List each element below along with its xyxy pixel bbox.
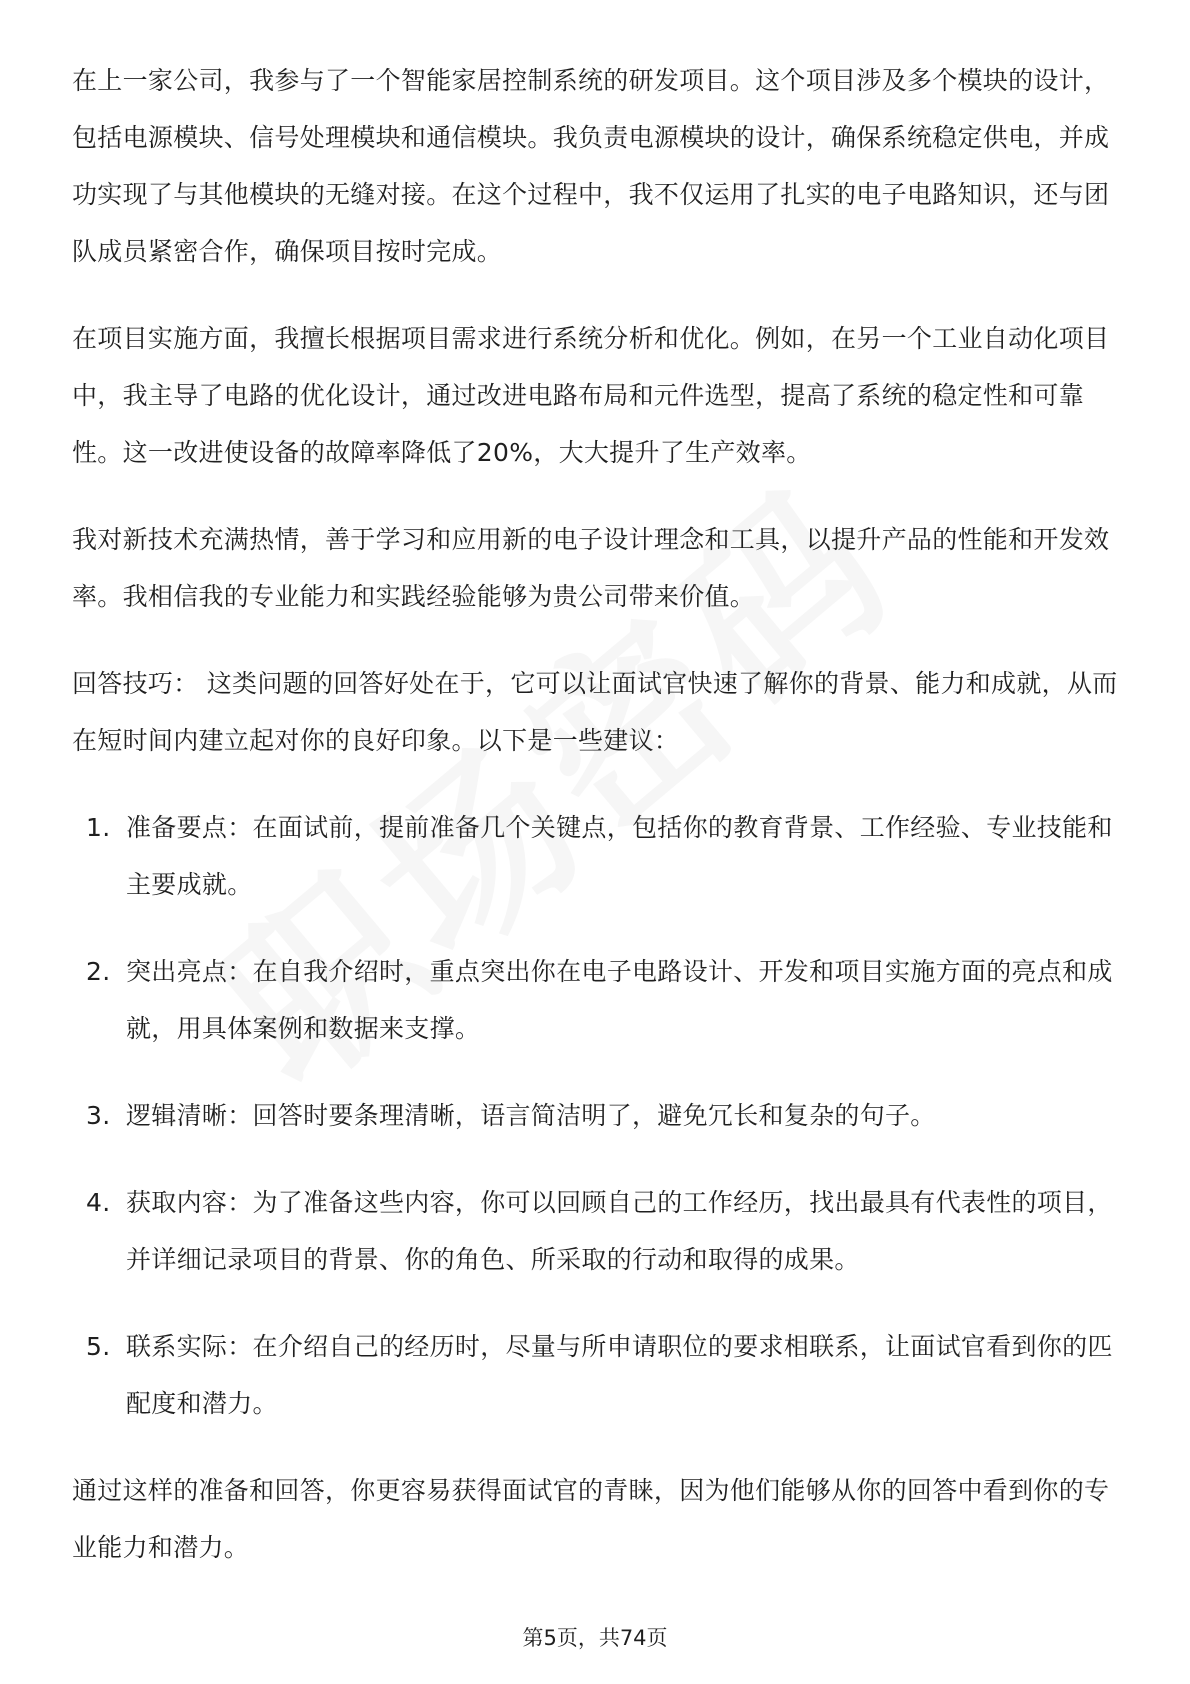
tips-list [72, 799, 1132, 1432]
list-item-number: 3. [86, 1101, 111, 1130]
paragraph-new-technology: 我对新技术充满热情，善于学习和应用新的电子设计理念和工具，以提升产品的性能和开发效率。我相信我的专业能力和实践经验能够为贵公司带来价值。 [72, 525, 1110, 611]
list-item [72, 1318, 1132, 1432]
list-item [72, 1174, 1132, 1288]
list-item [72, 1087, 1132, 1144]
list-item-text: 准备要点：在面试前，提前准备几个关键点，包括你的教育背景、工作经验、专业技能和主要成就。 [126, 813, 1113, 899]
list-item [72, 799, 1132, 913]
list-item-text: 获取内容：为了准备这些内容，你可以回顾自己的工作经历，找出最具有代表性的项目，并详细记录项目的背景、你的角色、所采取的行动和取得的成果。 [126, 1188, 1113, 1274]
paragraph-conclusion: 通过这样的准备和回答，你更容易获得面试官的青睐，因为他们能够从你的回答中看到你的专业能力和潜力。 [72, 1476, 1110, 1562]
page-number-footer: 第5页，共74页 [522, 1626, 668, 1650]
document-body [72, 52, 1132, 1606]
list-item-number: 4. [86, 1188, 111, 1217]
list-item-number: 2. [86, 957, 111, 986]
list-item-text: 突出亮点：在自我介绍时，重点突出你在电子电路设计、开发和项目实施方面的亮点和成就，用具体案例和数据来支撑。 [126, 957, 1113, 1043]
list-item-number: 1. [86, 813, 111, 842]
list-item-text: 联系实际：在介绍自己的经历时，尽量与所申请职位的要求相联系，让面试官看到你的匹配度和潜力。 [126, 1332, 1113, 1418]
list-item-text: 逻辑清晰：回答时要条理清晰，语言简洁明了，避免冗长和复杂的句子。 [126, 1101, 936, 1130]
list-item-number: 5. [86, 1332, 111, 1361]
paragraph-project-experience: 在上一家公司，我参与了一个智能家居控制系统的研发项目。这个项目涉及多个模块的设计，包括电源模块、信号处理模块和通信模块。我负责电源模块的设计，确保系统稳定供电，并成功实现了与其他模块的无缝对接。在这个过程中，我不仅运用了扎实的电子电路知识，还与团队成员紧密合作，确保项目按时完成。 [72, 66, 1110, 266]
paragraph-answer-tips: 回答技巧： 这类问题的回答好处在于，它可以让面试官快速了解你的背景、能力和成就，从而在短时间内建立起对你的良好印象。以下是一些建议： [72, 669, 1118, 755]
list-item [72, 943, 1132, 1057]
paragraph-project-implementation: 在项目实施方面，我擅长根据项目需求进行系统分析和优化。例如，在另一个工业自动化项目中，我主导了电路的优化设计，通过改进电路布局和元件选型，提高了系统的稳定性和可靠性。这一改进使设备的故障率降低了20%，大大提升了生产效率。 [72, 324, 1110, 467]
